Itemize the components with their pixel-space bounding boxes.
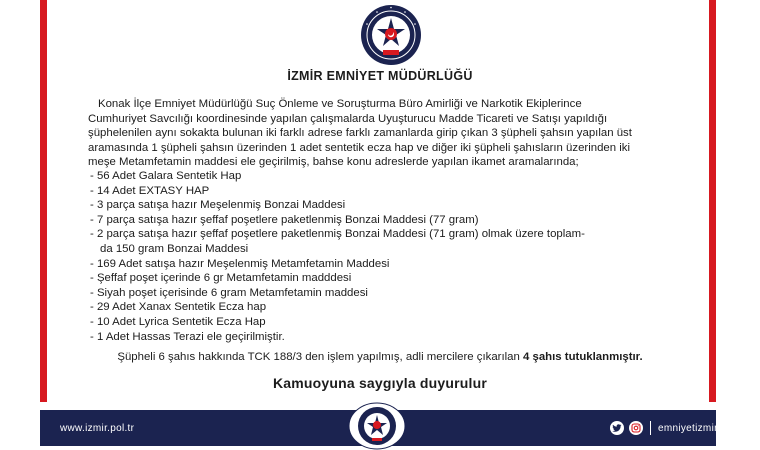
intro-line: Konak İlçe Emniyet Müdürlüğü Suç Önleme ve Soruşturma Büro Amirliği ve Narkotik Ekiplerince xyxy=(98,98,582,110)
list-item: - Şeffaf poşet içerinde 6 gr Metamfetamin madddesi xyxy=(90,272,352,285)
footer-police-emblem-icon xyxy=(348,402,406,450)
list-item: - 169 Adet satışa hazır Meşelenmiş Metamfetamin Maddesi xyxy=(90,257,390,270)
list-item: - 29 Adet Xanax Sentetik Ecza hap xyxy=(90,301,267,314)
list-item: - 56 Adet Galara Sentetik Hap xyxy=(90,170,242,182)
police-emblem-icon xyxy=(355,4,427,66)
list-item: - 3 parça satışa hazır Meşelenmiş Bonzai Maddesi xyxy=(90,199,346,212)
intro-paragraph xyxy=(88,97,710,170)
footer xyxy=(0,402,760,450)
intro-line: Cumhuriyet Savcılığı koordinesinde yapılan çalışmalarda Uyuşturucu Madde Ticareti ve Satışı yapıldığı xyxy=(88,112,608,125)
social-divider xyxy=(650,421,651,435)
intro-line: meşe Metamfetamin maddesi ele geçirilmiş, bahse konu adreslerde yapılan ikamet aramalarında; xyxy=(88,156,579,169)
list-item: - Siyah poşet içerisinde 6 gram Metamfetamin maddesi xyxy=(90,286,368,299)
list-item xyxy=(90,242,585,257)
conclusion-bold: 4 şahıs tutuklanmıştır. xyxy=(522,351,643,363)
website-link[interactable]: www.izmir.pol.tr xyxy=(60,423,135,434)
conclusion-plain: Şüpheli 6 şahıs hakkında TCK 188/3 den işlem yapılmış, adli mercilere çıkarılan xyxy=(117,351,523,363)
closing-statement: Kamuoyuna saygıyla duyurulur xyxy=(272,375,488,391)
social-handle[interactable]: emniyetizmir xyxy=(658,422,718,434)
page-title: İZMİR EMNİYET MÜDÜRLÜĞÜ xyxy=(287,69,473,83)
list-item: - 1 Adet Hassas Terazi ele geçirilmiştir. xyxy=(90,330,285,343)
twitter-icon[interactable] xyxy=(610,421,624,435)
conclusion-text xyxy=(0,351,760,363)
seized-items-list xyxy=(90,169,585,344)
instagram-icon[interactable] xyxy=(629,421,643,435)
list-item: - 2 parça satışa hazır şeffaf poşetlere paketlenmiş Bonzai Maddesi (71 gram) olmak üzere toplam- xyxy=(90,228,585,241)
intro-line: aramasında 1 şüpheli şahsın üzerinden 1 adet sentetik ecza hap ve diğer iki şüpheli şahısların üzerinden iki xyxy=(88,141,631,154)
list-item-continuation: da 150 gram Bonzai Maddesi xyxy=(100,242,249,255)
social-links xyxy=(610,417,718,439)
list-item: - 7 parça satışa hazır şeffaf poşetlere paketlenmiş Bonzai Maddesi (77 gram) xyxy=(90,213,479,226)
list-item: - 10 Adet Lyrica Sentetik Ecza Hap xyxy=(90,315,266,328)
list-item: - 14 Adet EXTASY HAP xyxy=(90,184,210,197)
intro-line: şüphelenilen aynı sokakta bulunan iki farklı adrese farklı zamanlarda girip çıkan 3 şüpheli şahsın yapılan üst xyxy=(88,127,632,140)
